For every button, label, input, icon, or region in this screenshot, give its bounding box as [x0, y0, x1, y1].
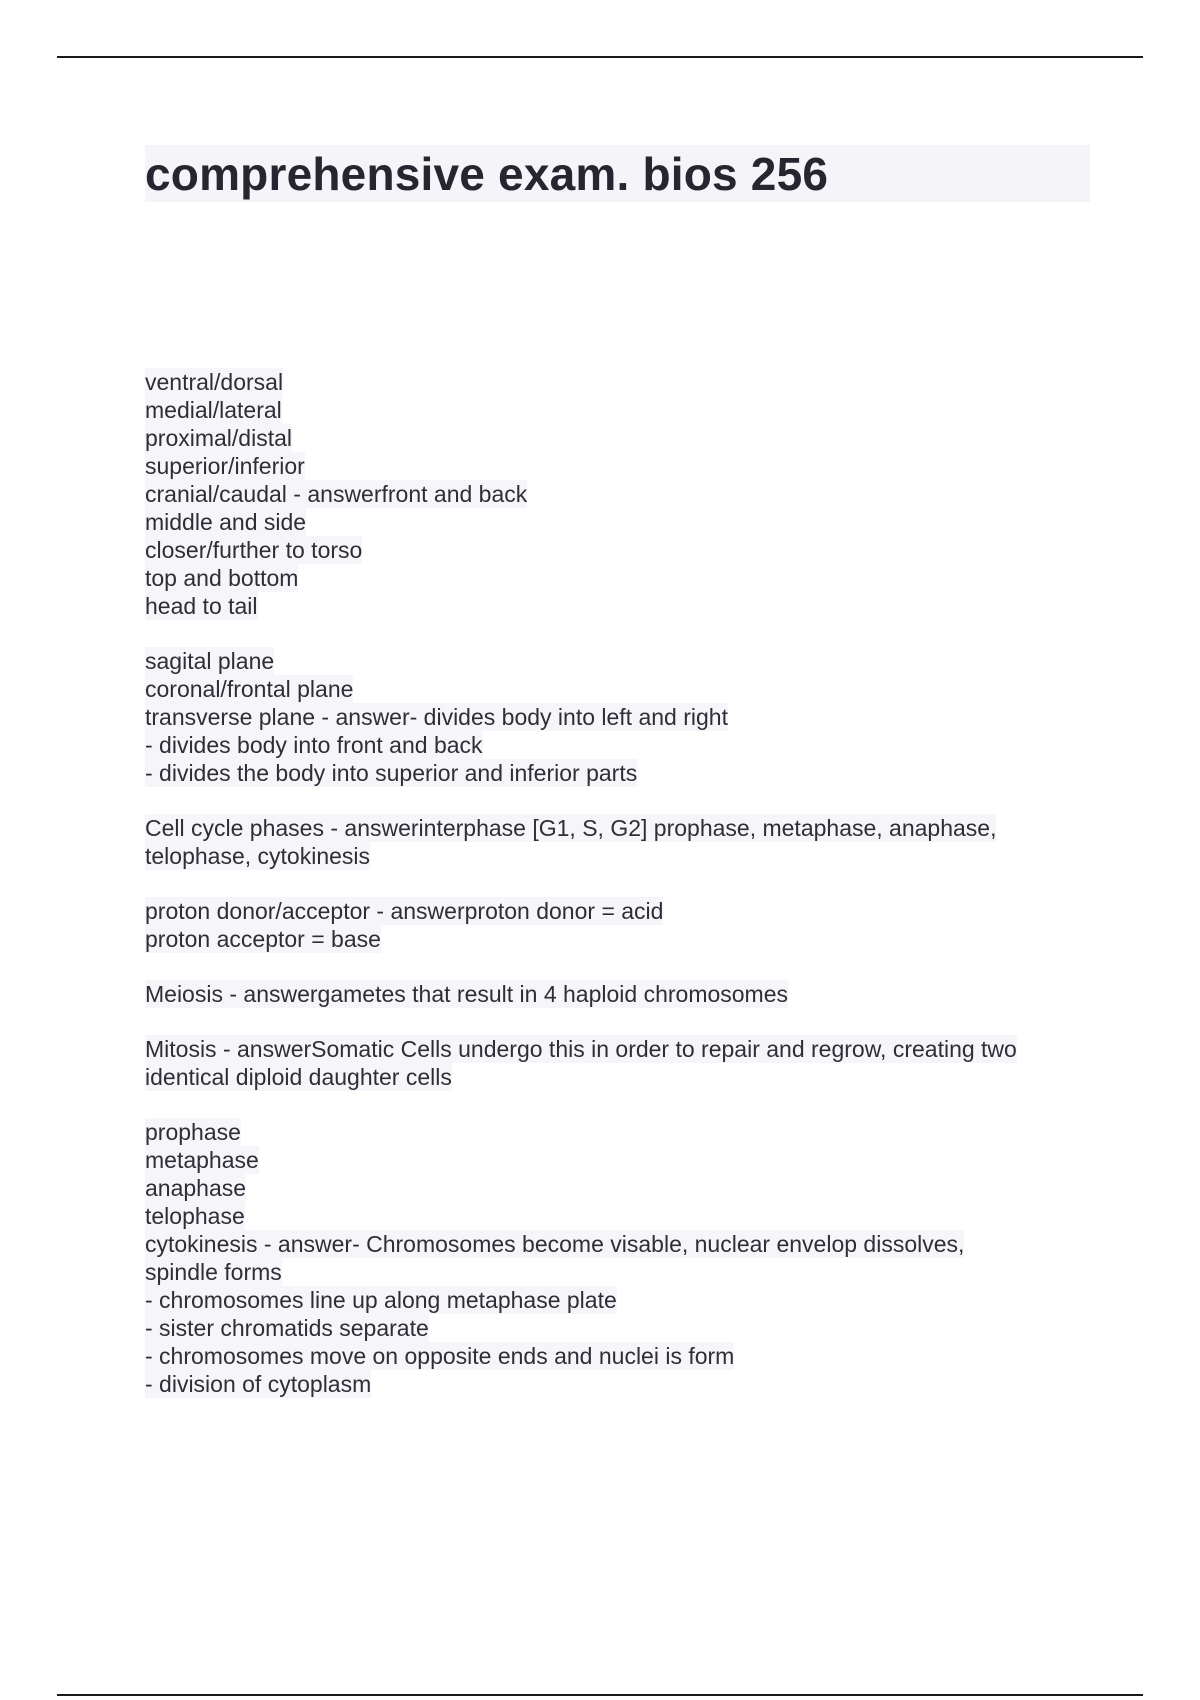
text-line: anaphase — [145, 1175, 247, 1201]
block-meiosis — [145, 980, 1105, 1008]
text-line: - sister chromatids separate — [145, 1315, 429, 1341]
text-line: closer/further to torso — [145, 537, 363, 563]
text-line: metaphase — [145, 1147, 259, 1173]
block-mitosis-phases — [145, 1118, 1105, 1398]
text-line: coronal/frontal plane — [145, 676, 354, 702]
text-line: cytokinesis - answer- Chromosomes become visable, nuclear envelop dissolves, — [145, 1231, 965, 1257]
block-anatomical-directions — [145, 368, 1105, 620]
block-body-planes — [145, 647, 1105, 787]
text-line: sagital plane — [145, 648, 275, 674]
text-line: - divides the body into superior and inferior parts — [145, 760, 638, 786]
text-line: spindle forms — [145, 1259, 282, 1285]
text-line: prophase — [145, 1119, 241, 1145]
text-line: Mitosis - answerSomatic Cells undergo this in order to repair and regrow, creating two — [145, 1036, 1017, 1062]
text-line: head to tail — [145, 593, 258, 619]
block-mitosis — [145, 1035, 1105, 1091]
text-line: - divides body into front and back — [145, 732, 483, 758]
document-body — [145, 368, 1105, 1425]
block-proton — [145, 897, 1105, 953]
text-line: proton donor/acceptor - answerproton donor = acid — [145, 898, 664, 924]
text-line: - chromosomes line up along metaphase plate — [145, 1287, 617, 1313]
text-line: Meiosis - answergametes that result in 4 haploid chromosomes — [145, 981, 789, 1007]
text-line: identical diploid daughter cells — [145, 1064, 452, 1090]
text-line: top and bottom — [145, 565, 299, 591]
text-line: proximal/distal — [145, 425, 292, 451]
text-line: superior/inferior — [145, 453, 305, 479]
text-line: medial/lateral — [145, 397, 282, 423]
top-rule — [57, 56, 1143, 58]
text-line: - division of cytoplasm — [145, 1371, 372, 1397]
text-line: proton acceptor = base — [145, 926, 381, 952]
text-line: ventral/dorsal — [145, 369, 284, 395]
bottom-rule — [57, 1694, 1143, 1696]
text-line: cranial/caudal - answerfront and back — [145, 481, 528, 507]
block-cell-cycle — [145, 814, 1105, 870]
text-line: Cell cycle phases - answerinterphase [G1, S, G2] prophase, metaphase, anaphase, — [145, 815, 997, 841]
text-line: telophase, cytokinesis — [145, 843, 371, 869]
text-line: middle and side — [145, 509, 307, 535]
text-line: transverse plane - answer- divides body into left and right — [145, 704, 728, 730]
page-title: comprehensive exam. bios 256 — [145, 148, 829, 200]
text-line: - chromosomes move on opposite ends and nuclei is form — [145, 1343, 735, 1369]
text-line: telophase — [145, 1203, 245, 1229]
